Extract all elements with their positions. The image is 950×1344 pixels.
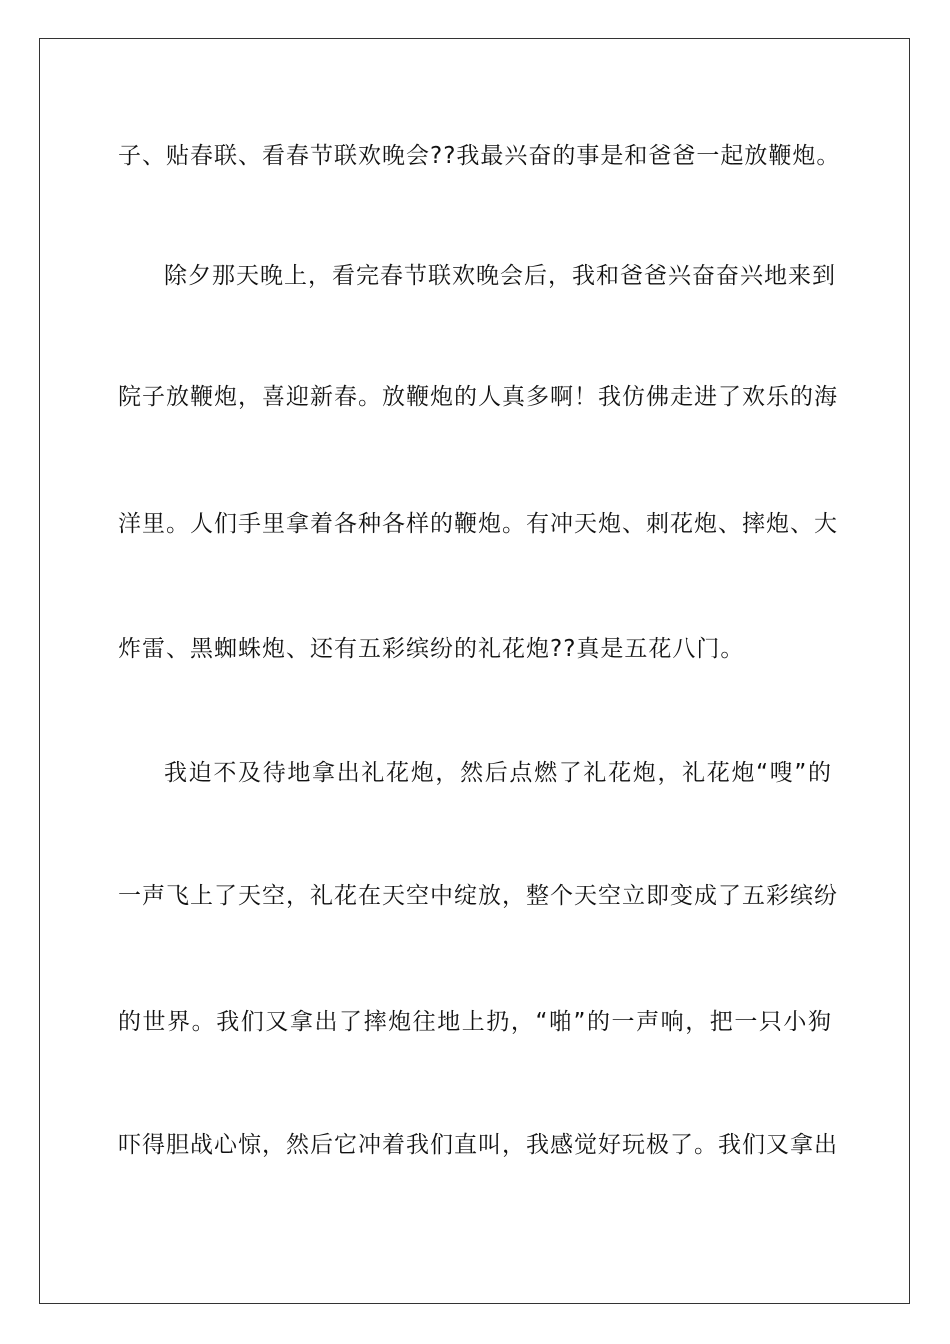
text-line: 院子放鞭炮，喜迎新春。放鞭炮的人真多啊！我仿佛走进了欢乐的海 [118,384,838,410]
text-line: 炸雷、黑蜘蛛炮、还有五彩缤纷的礼花炮??真是五花八门。 [118,636,745,662]
text-line: 子、贴春联、看春节联欢晚会??我最兴奋的事是和爸爸一起放鞭炮。 [118,143,841,169]
text-line: 洋里。人们手里拿着各种各样的鞭炮。有冲天炮、刺花炮、摔炮、大 [118,511,838,537]
page-border [39,38,910,1304]
text-line: 吓得胆战心惊，然后它冲着我们直叫，我感觉好玩极了。我们又拿出 [118,1132,838,1158]
paragraph-first-line: 除夕那天晚上，看完春节联欢晚会后，我和爸爸兴奋奋兴地来到 [164,263,836,289]
text-line: 的世界。我们又拿出了摔炮往地上扔，“啪”的一声响，把一只小狗 [118,1009,832,1035]
paragraph-first-line: 我迫不及待地拿出礼花炮，然后点燃了礼花炮，礼花炮“嗖”的 [164,760,832,786]
text-line: 一声飞上了天空，礼花在天空中绽放，整个天空立即变成了五彩缤纷 [118,883,838,909]
